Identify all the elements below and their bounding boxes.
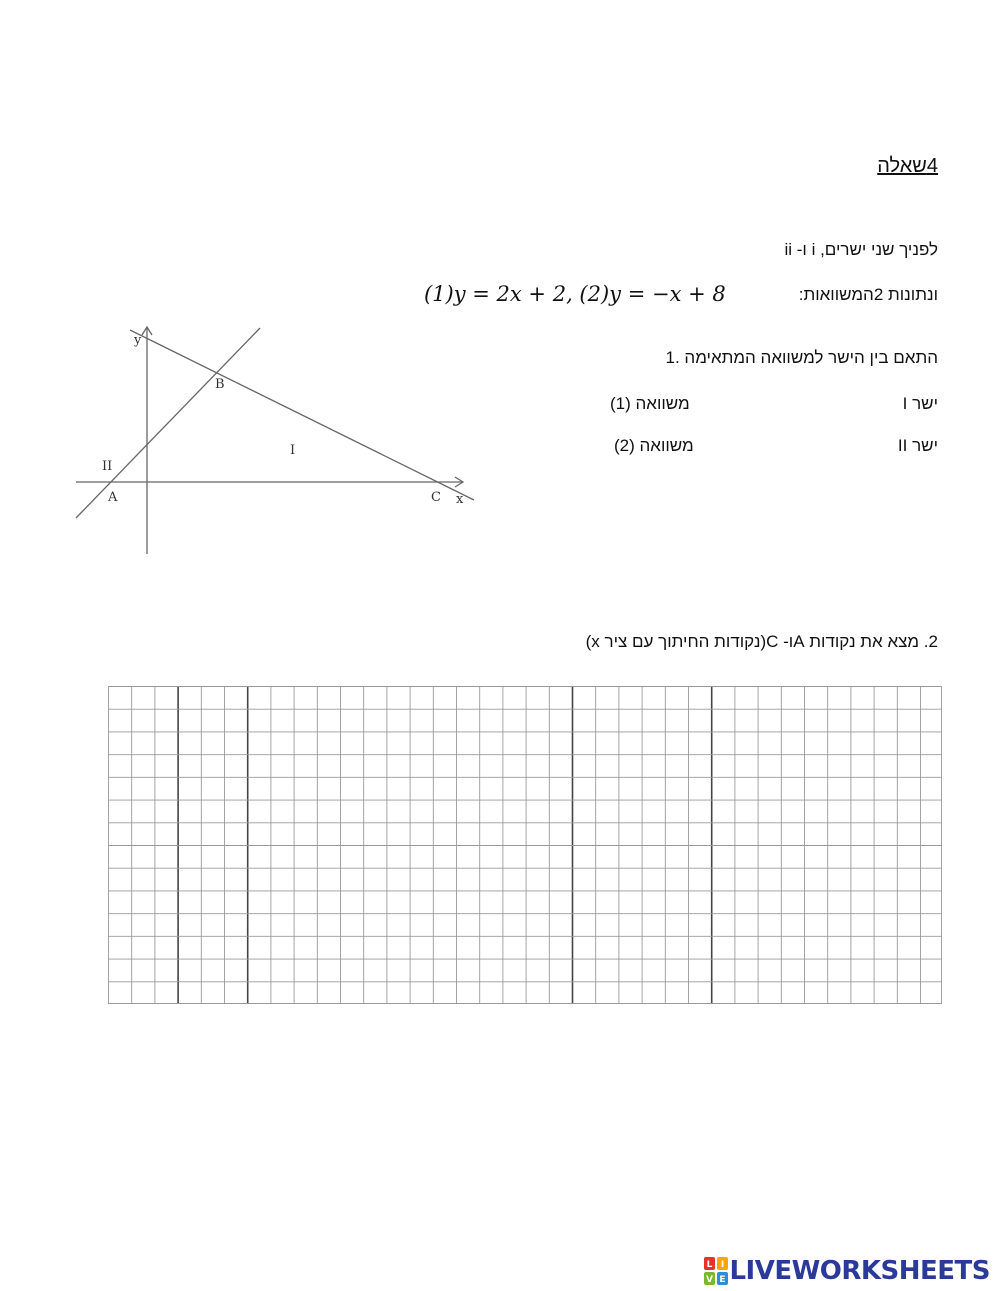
y-axis-label: y xyxy=(134,333,142,348)
point-a-label: A xyxy=(108,490,118,505)
intro-text: לפניך שני ישרים, i ו- ii xyxy=(784,240,938,259)
equations-intro: ונתונות 2המשוואות: xyxy=(798,285,938,304)
equation-2-option[interactable]: משוואה (2) xyxy=(614,436,694,455)
badge-letter-i: I xyxy=(721,1260,725,1270)
point-c-label: C xyxy=(431,490,441,505)
badge-letter-e: E xyxy=(719,1275,727,1285)
part1-prompt: התאם בין הישר למשוואה המתאימה .1 xyxy=(665,348,938,367)
badge-letter-l: L xyxy=(707,1260,713,1270)
line-i-label: ישר I xyxy=(902,394,938,413)
logo-text: LIVEWORKSHEETS xyxy=(729,1256,990,1286)
question-title: 4שאלה xyxy=(877,155,938,177)
line-ii-marker: II xyxy=(102,459,113,474)
line-ii-label: ישר II xyxy=(897,436,938,455)
answer-grid[interactable] xyxy=(108,686,942,1004)
equations: (1)𝑦 = 2𝑥 + 2, (2)𝑦 = −𝑥 + 8 xyxy=(424,282,726,306)
liveworksheets-logo xyxy=(703,1255,990,1287)
line-i-marker: I xyxy=(290,443,296,458)
equation-1-option[interactable]: משוואה (1) xyxy=(610,394,690,413)
coordinate-graph xyxy=(72,318,484,558)
logo-badge xyxy=(703,1256,729,1286)
point-b-label: B xyxy=(215,377,225,392)
badge-letter-v: V xyxy=(706,1275,714,1285)
part2-prompt: 2. מצא את נקודות Aו- C(נקודות החיתוך עם ציר x) xyxy=(585,632,938,651)
x-axis-label: x xyxy=(456,492,464,507)
